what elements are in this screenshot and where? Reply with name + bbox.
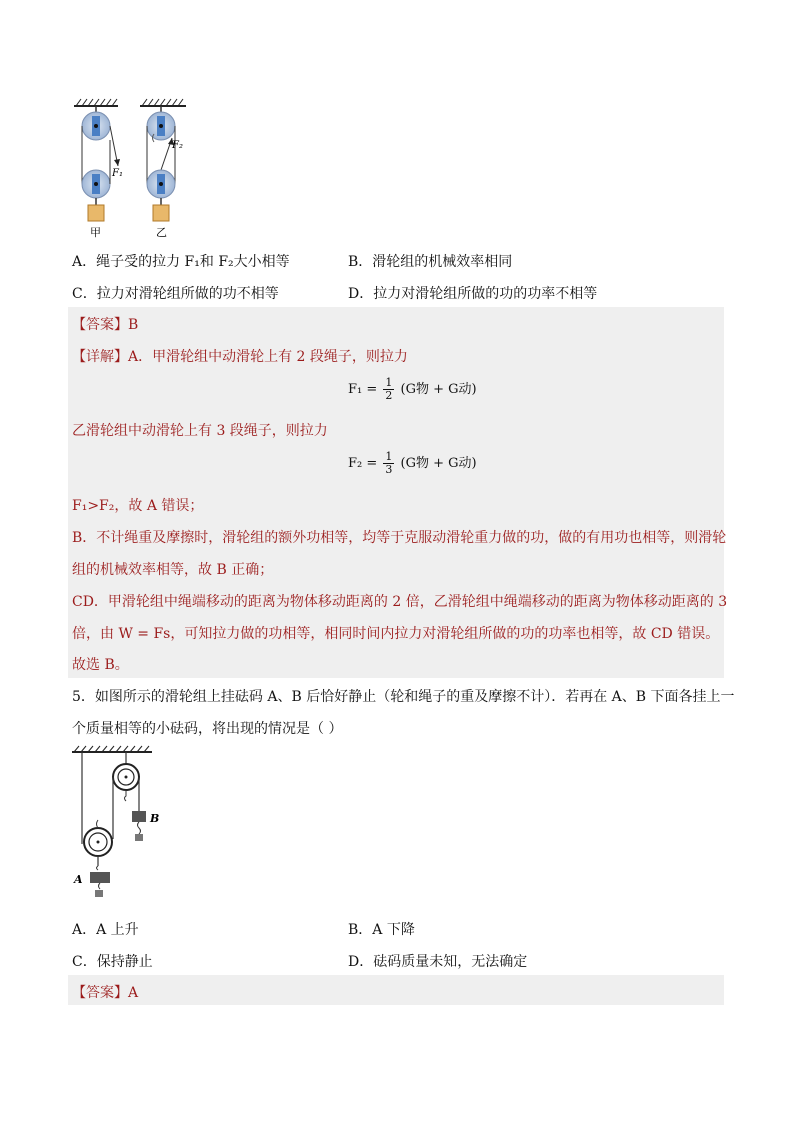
label-a: A bbox=[74, 873, 83, 886]
q4-detail-line6: CD．甲滑轮组中绳端移动的距离为物体移动距离的 2 倍，乙滑轮组中绳端移动的距离为物体移动距离的 3 bbox=[72, 594, 728, 610]
formula-f1-rhs: (G物 + G动) bbox=[400, 382, 477, 397]
ceiling bbox=[72, 746, 152, 752]
q4-option-a[interactable]: A．绳子受的拉力 F₁和 F₂大小相等 bbox=[72, 254, 290, 270]
formula-f2-lhs: F₂ = bbox=[348, 456, 378, 471]
weight-b bbox=[132, 811, 146, 822]
q5-solution-box bbox=[68, 975, 724, 1005]
formula-f2-rhs: (G物 + G动) bbox=[400, 456, 477, 471]
answer-value: A bbox=[128, 985, 139, 1001]
q4-detail-line5: 组的机械效率相等，故 B 正确； bbox=[72, 562, 274, 578]
q4-detail-line1 bbox=[72, 346, 408, 366]
detail-tag: 【详解】 bbox=[72, 349, 128, 365]
q4-option-c[interactable]: C．拉力对滑轮组所做的功不相等 bbox=[72, 286, 279, 302]
q4-detail-line3: F₁>F₂，故 A 错误； bbox=[72, 498, 204, 514]
ceiling-left bbox=[74, 99, 118, 106]
fraction-denominator: 2 bbox=[385, 389, 393, 402]
q5-stem-line1: 5．如图所示的滑轮组上挂砝码 A、B 后恰好静止（轮和绳子的重及摩擦不计）．若再在 A、B 下面各挂上一 bbox=[72, 689, 735, 705]
q4-detail-line7: 倍，由 W = Fs，可知拉力做的功相等，相同时间内拉力对滑轮组所做的功的功率也相等，故 CD 错误。 bbox=[72, 626, 720, 642]
label-yi: 乙 bbox=[156, 226, 167, 239]
q5-stem-line2: 个质量相等的小砝码，将出现的情况是（ ） bbox=[72, 721, 343, 737]
q4-answer bbox=[72, 314, 138, 334]
load-block-right bbox=[153, 205, 169, 221]
fraction-denominator: 3 bbox=[385, 463, 393, 476]
fraction-half bbox=[383, 377, 394, 402]
fraction-numerator: 1 bbox=[385, 450, 393, 463]
label-jia: 甲 bbox=[90, 226, 101, 239]
f2-label: F₂ bbox=[172, 140, 183, 151]
formula-f2 bbox=[348, 451, 477, 476]
detail-text: A．甲滑轮组中动滑轮上有 2 段绳子，则拉力 bbox=[128, 349, 408, 365]
pulley-figure-1 bbox=[68, 96, 198, 240]
load-block-left bbox=[88, 205, 104, 221]
pulley-figure-2 bbox=[68, 744, 178, 904]
q4-detail-line8: 故选 B。 bbox=[72, 657, 129, 673]
answer-tag: 【答案】 bbox=[72, 985, 128, 1001]
q4-option-b[interactable]: B．滑轮组的机械效率相同 bbox=[348, 254, 513, 270]
q5-option-a[interactable]: A．A 上升 bbox=[72, 922, 139, 938]
q5-answer bbox=[72, 982, 138, 1002]
weight-a bbox=[90, 872, 110, 883]
q4-option-d[interactable]: D．拉力对滑轮组所做的功的功率不相等 bbox=[348, 286, 598, 302]
q4-detail-line2: 乙滑轮组中动滑轮上有 3 段绳子，则拉力 bbox=[72, 423, 328, 439]
answer-value: B bbox=[128, 317, 139, 333]
fraction-numerator: 1 bbox=[385, 376, 393, 389]
answer-tag: 【答案】 bbox=[72, 317, 128, 333]
q4-detail-line4: B．不计绳重及摩擦时，滑轮组的额外功相等，均等于克服动滑轮重力做的功，做的有用功也相等，则滑轮 bbox=[72, 530, 727, 546]
label-b: B bbox=[150, 812, 160, 825]
formula-f1 bbox=[348, 377, 477, 402]
fraction-third bbox=[383, 451, 394, 476]
q5-option-c[interactable]: C．保持静止 bbox=[72, 954, 153, 970]
ceiling-right bbox=[140, 99, 186, 106]
q5-option-b[interactable]: B．A 下降 bbox=[348, 922, 415, 938]
q5-option-d[interactable]: D．砝码质量未知，无法确定 bbox=[348, 954, 528, 970]
formula-f1-lhs: F₁ = bbox=[348, 382, 378, 397]
f1-label: F₁ bbox=[112, 168, 123, 179]
